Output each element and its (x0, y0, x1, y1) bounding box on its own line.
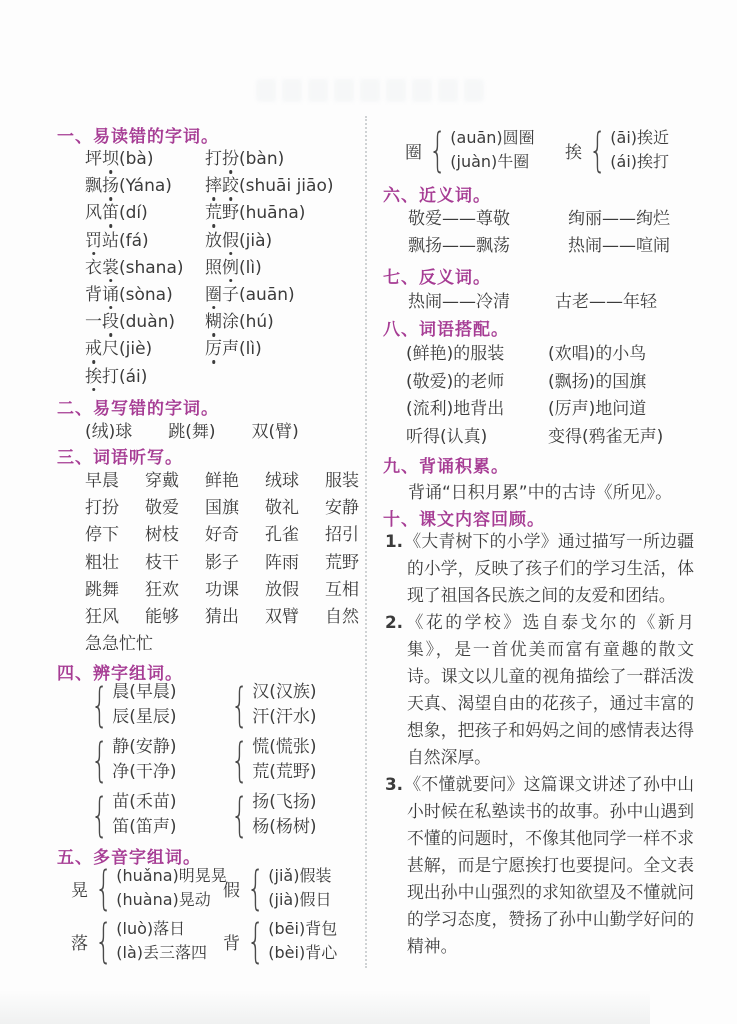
dictation-word: 敬爱 (145, 498, 179, 519)
char-pair-row (85, 790, 365, 840)
miswritten-word: (绒)球 (85, 422, 133, 442)
misread-word: 坪坝(bà) (85, 149, 154, 169)
dictation-word: 好奇 (205, 525, 239, 546)
polyphone-char: 背 (223, 933, 240, 954)
dictation-word: 荒野 (325, 552, 359, 573)
collocation: (鲜艳)的服装 (406, 344, 505, 364)
antonym-pair: 古老——年轻 (555, 292, 657, 312)
misread-word: 背诵(sòna) (85, 284, 173, 305)
dictation-word: 猜出 (205, 606, 239, 627)
dictation-word: 绒球 (265, 471, 299, 491)
misread-word: 打扮(bàn) (205, 149, 285, 169)
misread-word: 厉声(lì) (205, 339, 262, 360)
char-pair-row (85, 735, 365, 785)
char-pair-word: 慌(慌张) (252, 737, 317, 757)
polyphone-char: 落 (71, 933, 88, 954)
paragraph-text: 《花的学校》选自泰戈尔的《新月集》，是一首优美而富有童趣的散文诗。课文以儿童的视角描绘了一群活泼天真、渴望自由的花孩子，通过丰富的想象，把孩子和妈妈之间的感情表达得自然深厚。 (404, 612, 694, 767)
synonym-pair: 绚丽——绚烂 (568, 209, 670, 229)
char-pair (225, 735, 365, 785)
polyphone-row (71, 914, 338, 968)
polyphone-option: (jià)假日 (268, 890, 332, 909)
section-2-title: 二、易写错的字词。 (57, 399, 219, 419)
polyphone-char: 挨 (565, 142, 582, 163)
paragraph-text: 《不懂就要问》这篇课文讲述了孙中山小时候在私塾读书的故事。孙中山遇到不懂的问题时，不像其他同学一样不求甚解，而是宁愿挨打也要提问。全文表现出孙中山强烈的求知欲望及不懂就问的学习态度，赞扬了孙中山勤学好问的精神。 (404, 774, 694, 956)
char-pair-word: 扬(飞扬) (252, 792, 317, 812)
dictation-word: 狂风 (85, 606, 119, 627)
synonym-pair: 热闹——喧闹 (568, 236, 670, 256)
brace-icon: { (230, 733, 249, 787)
char-pair-word: 静(安静) (112, 737, 177, 757)
polyphone-char: 圈 (405, 142, 422, 163)
recitation-note: 背诵“日积月累”中的古诗《所见》。 (408, 483, 673, 503)
polyphone-item (223, 914, 338, 968)
polyphone-option: (āi)挨近 (610, 128, 670, 147)
dictation-word: 早晨 (85, 471, 119, 491)
dictation-word: 鲜艳 (205, 471, 239, 491)
brace-icon: { (428, 123, 447, 177)
polyphone-option: (huǎna)明晃晃 (116, 866, 227, 885)
collocation-grid (406, 341, 663, 451)
char-pair (225, 790, 365, 840)
misread-word: 糊涂(hú) (205, 312, 274, 333)
polyphone-option: (auān)圆圈 (450, 128, 535, 147)
polyphone-char: 假 (223, 880, 240, 901)
antonym-pair: 热闹——冷清 (408, 292, 510, 312)
dictation-word: 双臂 (265, 606, 299, 627)
lesson-review-paragraph (385, 528, 694, 609)
misread-word: 罚站(fá) (85, 230, 149, 251)
section-6-title: 六、近义词。 (383, 186, 491, 206)
dictation-word: 孔雀 (265, 525, 299, 546)
misread-word: 挨打(ái) (85, 366, 148, 387)
dictation-word: 停下 (85, 525, 119, 546)
dictation-word: 招引 (325, 525, 359, 546)
miswritten-word: 跳(舞) (168, 422, 216, 442)
scan-edge-shadow (0, 990, 650, 1024)
dictation-word: 服装 (325, 471, 359, 491)
section-9-title: 九、背诵积累。 (383, 457, 509, 477)
misread-word: 荒野(huāna) (205, 203, 306, 224)
brace-icon: { (90, 788, 109, 842)
section-8-title: 八、词语搭配。 (383, 320, 509, 340)
collocation: 听得(认真) (406, 426, 488, 447)
brace-icon: { (246, 861, 265, 915)
misread-word: 摔跤(shuāi jiāo) (205, 176, 334, 197)
polyphone-option: (là)丢三落四 (116, 943, 208, 962)
dictation-word-grid (85, 468, 385, 658)
char-pair-word: 辰(星辰) (112, 707, 177, 727)
char-pair-word: 苗(禾苗) (112, 792, 177, 812)
char-pair-word: 汗(汗水) (252, 707, 317, 727)
char-pair-word: 净(干净) (112, 762, 177, 782)
polyphone-row (71, 861, 332, 915)
section-3-title: 三、词语听写。 (57, 448, 183, 468)
dictation-word: 放假 (265, 579, 299, 600)
collocation: 变得(鸦雀无声) (548, 426, 664, 447)
dictation-word: 狂欢 (145, 579, 179, 600)
char-pair-word: 荒(荒野) (252, 762, 317, 782)
polyphone-char: 晃 (71, 880, 88, 901)
paragraph-number: 1. (385, 531, 404, 551)
section-1-title: 一、易读错的字词。 (57, 127, 219, 147)
brace-icon: { (230, 788, 249, 842)
polyphone-item (71, 861, 227, 915)
misread-words-col-2 (205, 146, 333, 364)
polyphone-option: (bèi)背心 (268, 943, 338, 962)
dictation-word: 粗壮 (85, 552, 119, 573)
brace-icon: { (94, 861, 113, 915)
brace-icon: { (90, 678, 109, 732)
misread-word: 照例(lì) (205, 257, 262, 278)
char-pair (85, 735, 225, 785)
ghost-page-header (256, 79, 484, 102)
polyphone-option: (luò)落日 (116, 919, 186, 938)
section-5-title: 五、多音字组词。 (57, 848, 201, 868)
char-pair-row (85, 680, 365, 730)
misread-word: 一段(duàn) (85, 312, 176, 333)
collocation: (流利)地背出 (406, 399, 505, 419)
dictation-word: 敬礼 (265, 498, 299, 519)
misread-word: 戒尺(jiè) (85, 339, 153, 360)
paragraph-text: 《大青树下的小学》通过描写一所边疆的小学，反映了孩子们的学习生活，体现了祖国各民族之间的友爱和团结。 (404, 531, 694, 605)
char-pair (85, 790, 225, 840)
dictation-word: 树枝 (145, 525, 179, 546)
synonym-grid (408, 206, 670, 260)
polyphone-item (71, 914, 223, 968)
synonym-pair: 敬爱——尊敬 (408, 209, 510, 229)
misread-word: 风笛(dí) (85, 203, 148, 224)
miswritten-words-row (85, 417, 299, 442)
collocation: (敬爱)的老师 (406, 371, 505, 392)
section-4-title: 四、辨字组词。 (57, 664, 183, 684)
char-pair (85, 680, 225, 730)
misread-words-col-1 (85, 146, 184, 391)
dictation-word: 能够 (145, 606, 179, 627)
brace-icon: { (90, 733, 109, 787)
lesson-review-paragraph (385, 771, 694, 960)
dictation-word: 打扮 (85, 498, 119, 519)
polyphone-option: (huàna)晃动 (116, 890, 211, 909)
dictation-word: 安静 (325, 498, 359, 519)
misread-word: 圈子(auān) (205, 284, 295, 305)
dictation-word: 自然 (325, 606, 359, 627)
misread-word: 放假(jià) (205, 230, 273, 251)
misread-word: 衣裳(shana) (85, 257, 184, 278)
dictation-word: 影子 (205, 552, 239, 573)
collocation: (欢唱)的小鸟 (548, 344, 647, 364)
polyphone-item (565, 123, 670, 177)
char-pair-word: 笛(笛声) (112, 817, 177, 837)
paragraph-number: 2. (385, 612, 404, 632)
collocation: (厉声)地问道 (548, 399, 647, 419)
synonym-pair: 飘扬——飘荡 (408, 236, 510, 256)
polyphone-item (223, 861, 332, 915)
char-pair-word: 汉(汉族) (252, 682, 317, 702)
lesson-review-paragraph (385, 609, 694, 771)
char-pair-word: 晨(早晨) (112, 682, 177, 702)
polyphone-option: (bēi)背包 (268, 919, 338, 938)
section-7-title: 七、反义词。 (383, 268, 491, 288)
lesson-review-paragraphs (385, 528, 694, 960)
brace-icon: { (246, 914, 265, 968)
paragraph-number: 3. (385, 774, 404, 794)
collocation: (飘扬)的国旗 (548, 371, 647, 392)
polyphone-row (405, 123, 670, 177)
dictation-word: 国旗 (205, 498, 239, 519)
dictation-word: 枝干 (145, 552, 179, 573)
brace-icon: { (94, 914, 113, 968)
antonym-grid (408, 289, 657, 316)
polyphone-item (405, 123, 565, 177)
brace-icon: { (588, 123, 607, 177)
char-pair (225, 680, 365, 730)
dictation-word: 互相 (325, 579, 359, 600)
dictation-word: 功课 (205, 579, 239, 600)
char-pair-word: 杨(杨树) (252, 817, 317, 837)
misread-word: 飘扬(Yána) (85, 176, 172, 197)
dictation-word: 跳舞 (85, 579, 119, 600)
polyphone-option: (ái)挨打 (610, 152, 670, 171)
dictation-word: 急急忙忙 (85, 634, 153, 655)
polyphone-option: (jiǎ)假装 (268, 866, 332, 885)
dictation-word: 阵雨 (265, 552, 299, 573)
polyphone-option: (juàn)牛圈 (450, 152, 530, 171)
dictation-word: 穿戴 (145, 471, 179, 491)
section-10-title: 十、课文内容回顾。 (383, 510, 545, 530)
brace-icon: { (230, 678, 249, 732)
miswritten-word: 双(臂) (251, 422, 299, 442)
